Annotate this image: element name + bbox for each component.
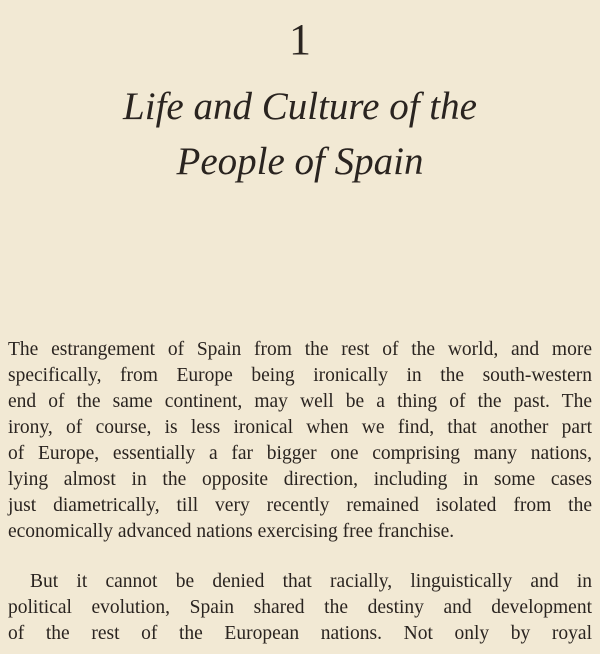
paragraph-2 <box>8 569 592 647</box>
text-line: irony, of course, is less ironical when we find, that another part <box>8 417 592 438</box>
text-line: specifically, from Europe being ironically in the south-western <box>8 365 592 386</box>
text-line: end of the same continent, may well be a thing of the past. The <box>8 391 592 412</box>
paragraph-1 <box>8 337 592 545</box>
text-line: economically advanced nations exercising free franchise. <box>8 521 455 542</box>
chapter-title-line-2: People of Spain <box>176 140 424 183</box>
text-line: political evolution, Spain shared the destiny and development <box>8 597 592 618</box>
text-line: The estrangement of Spain from the rest of the world, and more <box>8 339 592 360</box>
text-line: of Europe, essentially a far bigger one comprising many nations, <box>8 443 592 464</box>
text-line: just diametrically, till very recently remained isolated from the <box>8 495 592 516</box>
chapter-number: 1 <box>289 15 311 64</box>
text-line: of the rest of the European nations. Not only by royal <box>8 623 592 644</box>
text-line: But it cannot be denied that racially, linguistically and in <box>30 571 592 592</box>
text-line: lying almost in the opposite direction, including in some cases <box>8 469 592 490</box>
chapter-title-line-1: Life and Culture of the <box>123 85 477 128</box>
